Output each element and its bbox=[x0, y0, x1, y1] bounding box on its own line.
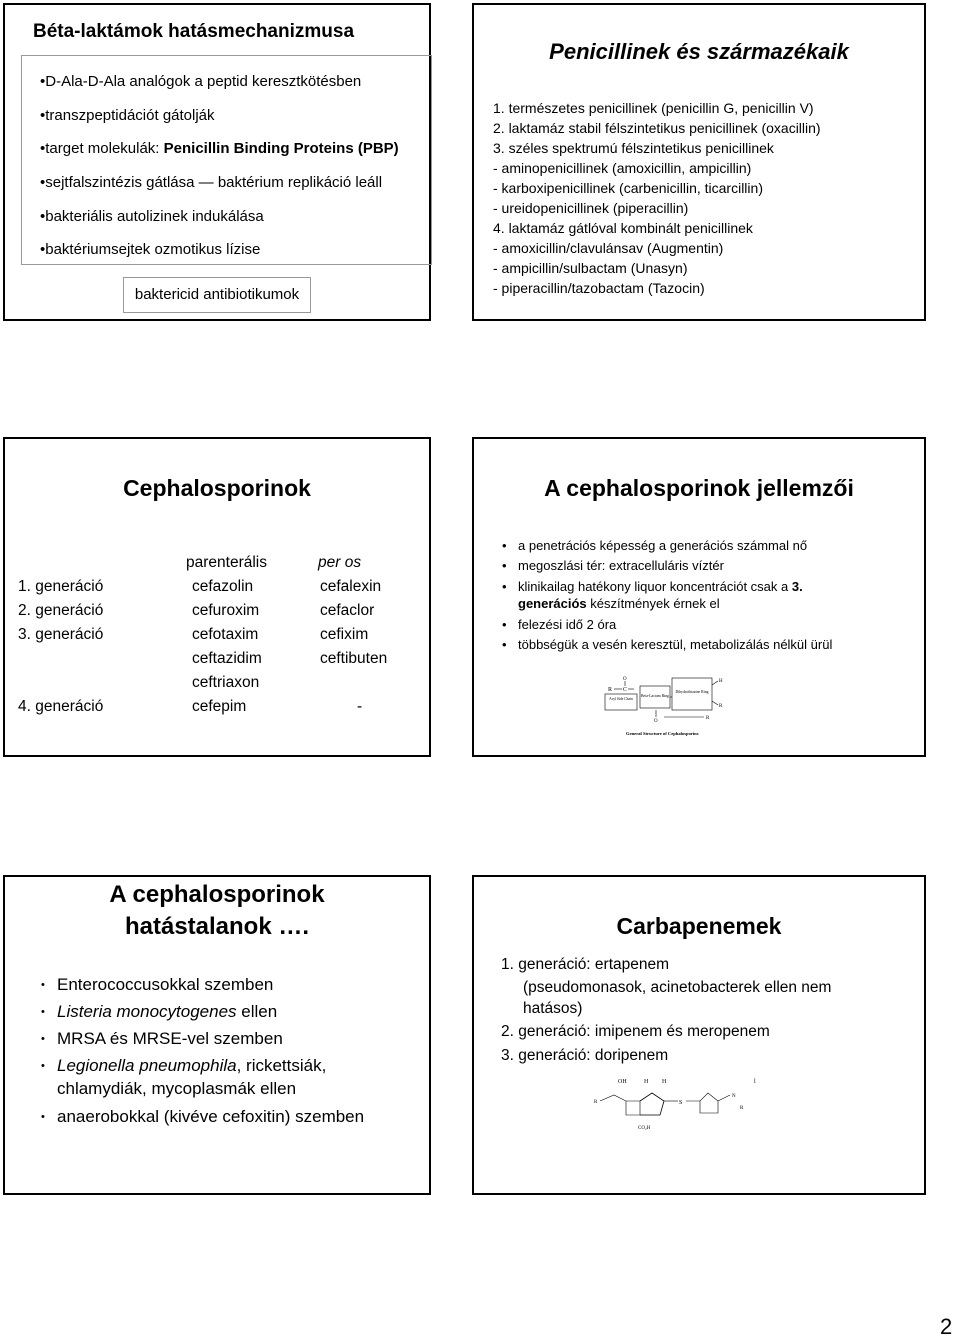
list-item: 1. természetes penicillinek (penicillin G, penicillin V) bbox=[493, 100, 814, 116]
structure-atom-label: R bbox=[740, 1106, 744, 1111]
dihydrothiazine-ring-box bbox=[672, 678, 712, 710]
bullet-dot: • bbox=[41, 1006, 45, 1018]
structure-atom-label: R bbox=[608, 687, 613, 693]
list-item: 1. generáció: ertapenem bbox=[501, 956, 670, 973]
bullet-text-part: klinikailag hatékony liquor koncentrációt csak a bbox=[518, 579, 792, 594]
bullet-dot: • bbox=[502, 637, 507, 652]
bullet-item: •bakteriális autolizinek indukálása bbox=[40, 208, 264, 225]
structure-caption: General Structure of Cephalosporins bbox=[626, 731, 699, 736]
slide-title: A cephalosporinok jellemzői bbox=[544, 475, 854, 501]
column-header-peros: per os bbox=[318, 554, 362, 571]
bullet-item bbox=[40, 140, 399, 157]
column-header-parenteral: parenterális bbox=[186, 554, 267, 571]
structure-atom-label: O bbox=[623, 677, 627, 682]
cephalosporin-structure-figure bbox=[604, 673, 734, 739]
list-item bbox=[57, 1002, 277, 1022]
item-text: chlamydiák, mycoplasmák ellen bbox=[57, 1079, 297, 1098]
slide-title: Penicillinek és származékaik bbox=[549, 39, 849, 64]
list-item-continued: hatásos) bbox=[523, 1000, 583, 1017]
beta-lactam-ring-label: Beta-Lactam Ring bbox=[641, 694, 669, 698]
list-item bbox=[57, 1056, 326, 1076]
table-cell-peros: ceftibuten bbox=[320, 650, 388, 667]
table-cell-parenteral: cefuroxim bbox=[192, 602, 260, 619]
page-number: 2 bbox=[940, 1314, 953, 1339]
list-item: 2. laktamáz stabil félszintetikus penicillinek (oxacillin) bbox=[493, 120, 821, 136]
bactericidal-badge: baktericid antibiotikumok bbox=[123, 277, 311, 313]
table-cell-generation: 1. generáció bbox=[18, 578, 104, 595]
bullet-text: •target molekulák: bbox=[40, 140, 164, 157]
list-item: - aminopenicillinek (amoxicillin, ampicillin) bbox=[493, 160, 752, 176]
table-cell-parenteral: cefepim bbox=[192, 698, 247, 715]
pbp-bold-text: Penicillin Binding Proteins (PBP) bbox=[163, 140, 399, 157]
bullet-item: •D-Ala-D-Ala analógok a peptid keresztkötésben bbox=[40, 73, 362, 90]
list-item: - amoxicillin/clavulánsav (Augmentin) bbox=[493, 240, 724, 256]
carbapenem-structure-figure bbox=[590, 1073, 760, 1135]
bullet-text: többségük a vesén keresztül, metabolizálás nélkül ürül bbox=[518, 637, 833, 652]
table-cell-peros: cefixim bbox=[320, 626, 369, 643]
slide-title: Béta-laktámok hatásmechanizmusa bbox=[33, 21, 355, 42]
table-cell-generation: 2. generáció bbox=[18, 602, 104, 619]
structure-atom-label: H bbox=[719, 679, 723, 684]
list-item: 3. széles spektrumú félszintetikus penicillinek bbox=[493, 140, 774, 156]
italic-text: Legionella pneumophila bbox=[57, 1056, 237, 1075]
list-item bbox=[57, 1107, 364, 1127]
slide-carbapenems bbox=[472, 875, 926, 1195]
bullet-dot: • bbox=[502, 538, 507, 553]
structure-atom-label: CO₂H bbox=[638, 1126, 651, 1131]
bullet-dot: • bbox=[41, 1060, 45, 1072]
slide-title: Carbapenemek bbox=[616, 913, 782, 939]
slide-cephalosporin-properties bbox=[472, 437, 926, 757]
title-line: hatástalanok …. bbox=[124, 913, 310, 940]
structure-atom-label: R bbox=[594, 1100, 598, 1105]
bullet-dot: • bbox=[41, 1033, 45, 1045]
list-item: 3. generáció: doripenem bbox=[501, 1047, 669, 1064]
table-cell-generation: 3. generáció bbox=[18, 626, 104, 643]
bold-text: 3. bbox=[791, 579, 803, 594]
table-cell-parenteral: ceftazidim bbox=[192, 650, 262, 667]
slide-penicillins bbox=[472, 3, 926, 321]
bullet-item: •transzpeptidációt gátolják bbox=[40, 107, 215, 124]
bullet-text: felezési idő 2 óra bbox=[518, 617, 617, 632]
list-item: - ampicillin/sulbactam (Unasyn) bbox=[493, 260, 688, 276]
table-cell-generation: 4. generáció bbox=[18, 698, 104, 715]
bullet-item: •baktériumsejtek ozmotikus lízise bbox=[40, 241, 261, 258]
bullet-text-part: készítmények érnek el bbox=[586, 596, 720, 611]
table-cell-peros: - bbox=[357, 698, 363, 715]
bullet-dot: • bbox=[502, 558, 507, 573]
structure-atom-label: R bbox=[706, 716, 710, 721]
table-cell-parenteral: ceftriaxon bbox=[192, 674, 260, 691]
bullet-dot: • bbox=[502, 617, 507, 632]
dihydrothiazine-ring-label: Dihydrothiazine Ring bbox=[675, 690, 709, 694]
list-item: 2. generáció: imipenem és meropenem bbox=[501, 1023, 770, 1040]
item-text: , rickettsiák, bbox=[236, 1056, 327, 1075]
table-cell-parenteral: cefotaxim bbox=[192, 626, 259, 643]
slide-cephalosporins bbox=[3, 437, 431, 757]
bullet-text: megoszlási tér: extracelluláris víztér bbox=[518, 558, 724, 573]
bullet-text bbox=[518, 579, 803, 594]
table-cell-peros: cefalexin bbox=[320, 578, 382, 595]
structure-atom-label: R bbox=[719, 704, 723, 709]
list-item-continued: (pseudomonasok, acinetobacterek ellen nem bbox=[523, 979, 832, 996]
slide-cephalosporins-ineffective bbox=[3, 875, 431, 1195]
structure-atom-label: C bbox=[623, 687, 628, 693]
structure-atom-label: N bbox=[732, 1094, 736, 1099]
structure-atom-label: S bbox=[679, 1100, 683, 1106]
structure-atom-label: O bbox=[654, 719, 658, 724]
bullet-dot: • bbox=[41, 979, 45, 991]
acyl-side-chain-label: Acyl Side Chain bbox=[609, 697, 633, 701]
bullet-dot: • bbox=[41, 1111, 45, 1123]
list-item bbox=[57, 1029, 283, 1049]
bullet-item: •sejtfalszintézis gátlása — baktérium replikáció leáll bbox=[40, 174, 383, 191]
item-text: Enterococcusokkal szemben bbox=[57, 975, 274, 994]
bold-text: generációs bbox=[518, 596, 587, 611]
table-cell-peros: cefaclor bbox=[320, 602, 375, 619]
slide-title bbox=[5, 879, 429, 943]
slide-title: Cephalosporinok bbox=[123, 475, 311, 501]
structure-atom-label: OH bbox=[618, 1079, 627, 1085]
structure-atom-label: l bbox=[754, 1079, 756, 1085]
list-item bbox=[57, 975, 273, 995]
slide-beta-lactam-mechanism bbox=[3, 3, 431, 321]
bullet-text-continued bbox=[518, 596, 720, 611]
list-item: - piperacillin/tazobactam (Tazocin) bbox=[493, 280, 705, 296]
italic-text: Listeria monocytogenes bbox=[57, 1002, 237, 1021]
bullet-box bbox=[21, 55, 432, 265]
list-item: 4. laktamáz gátlóval kombinált penicillinek bbox=[493, 220, 753, 236]
item-text: MRSA és MRSE-vel szemben bbox=[57, 1029, 283, 1048]
title-line: A cephalosporinok bbox=[109, 881, 325, 908]
structure-atom-label: H bbox=[662, 1079, 667, 1085]
list-item-continued bbox=[57, 1079, 296, 1099]
bullet-text: a penetrációs képesség a generációs számmal nő bbox=[518, 538, 808, 553]
bullet-dot: • bbox=[502, 579, 507, 594]
item-text: anaerobokkal (kivéve cefoxitin) szemben bbox=[57, 1107, 365, 1126]
structure-atom-label: H bbox=[644, 1079, 649, 1085]
item-text: ellen bbox=[236, 1002, 278, 1021]
list-item: - ureidopenicillinek (piperacillin) bbox=[493, 200, 689, 216]
list-item: - karboxipenicillinek (carbenicillin, ticarcillin) bbox=[493, 180, 763, 196]
table-cell-parenteral: cefazolin bbox=[192, 578, 254, 595]
